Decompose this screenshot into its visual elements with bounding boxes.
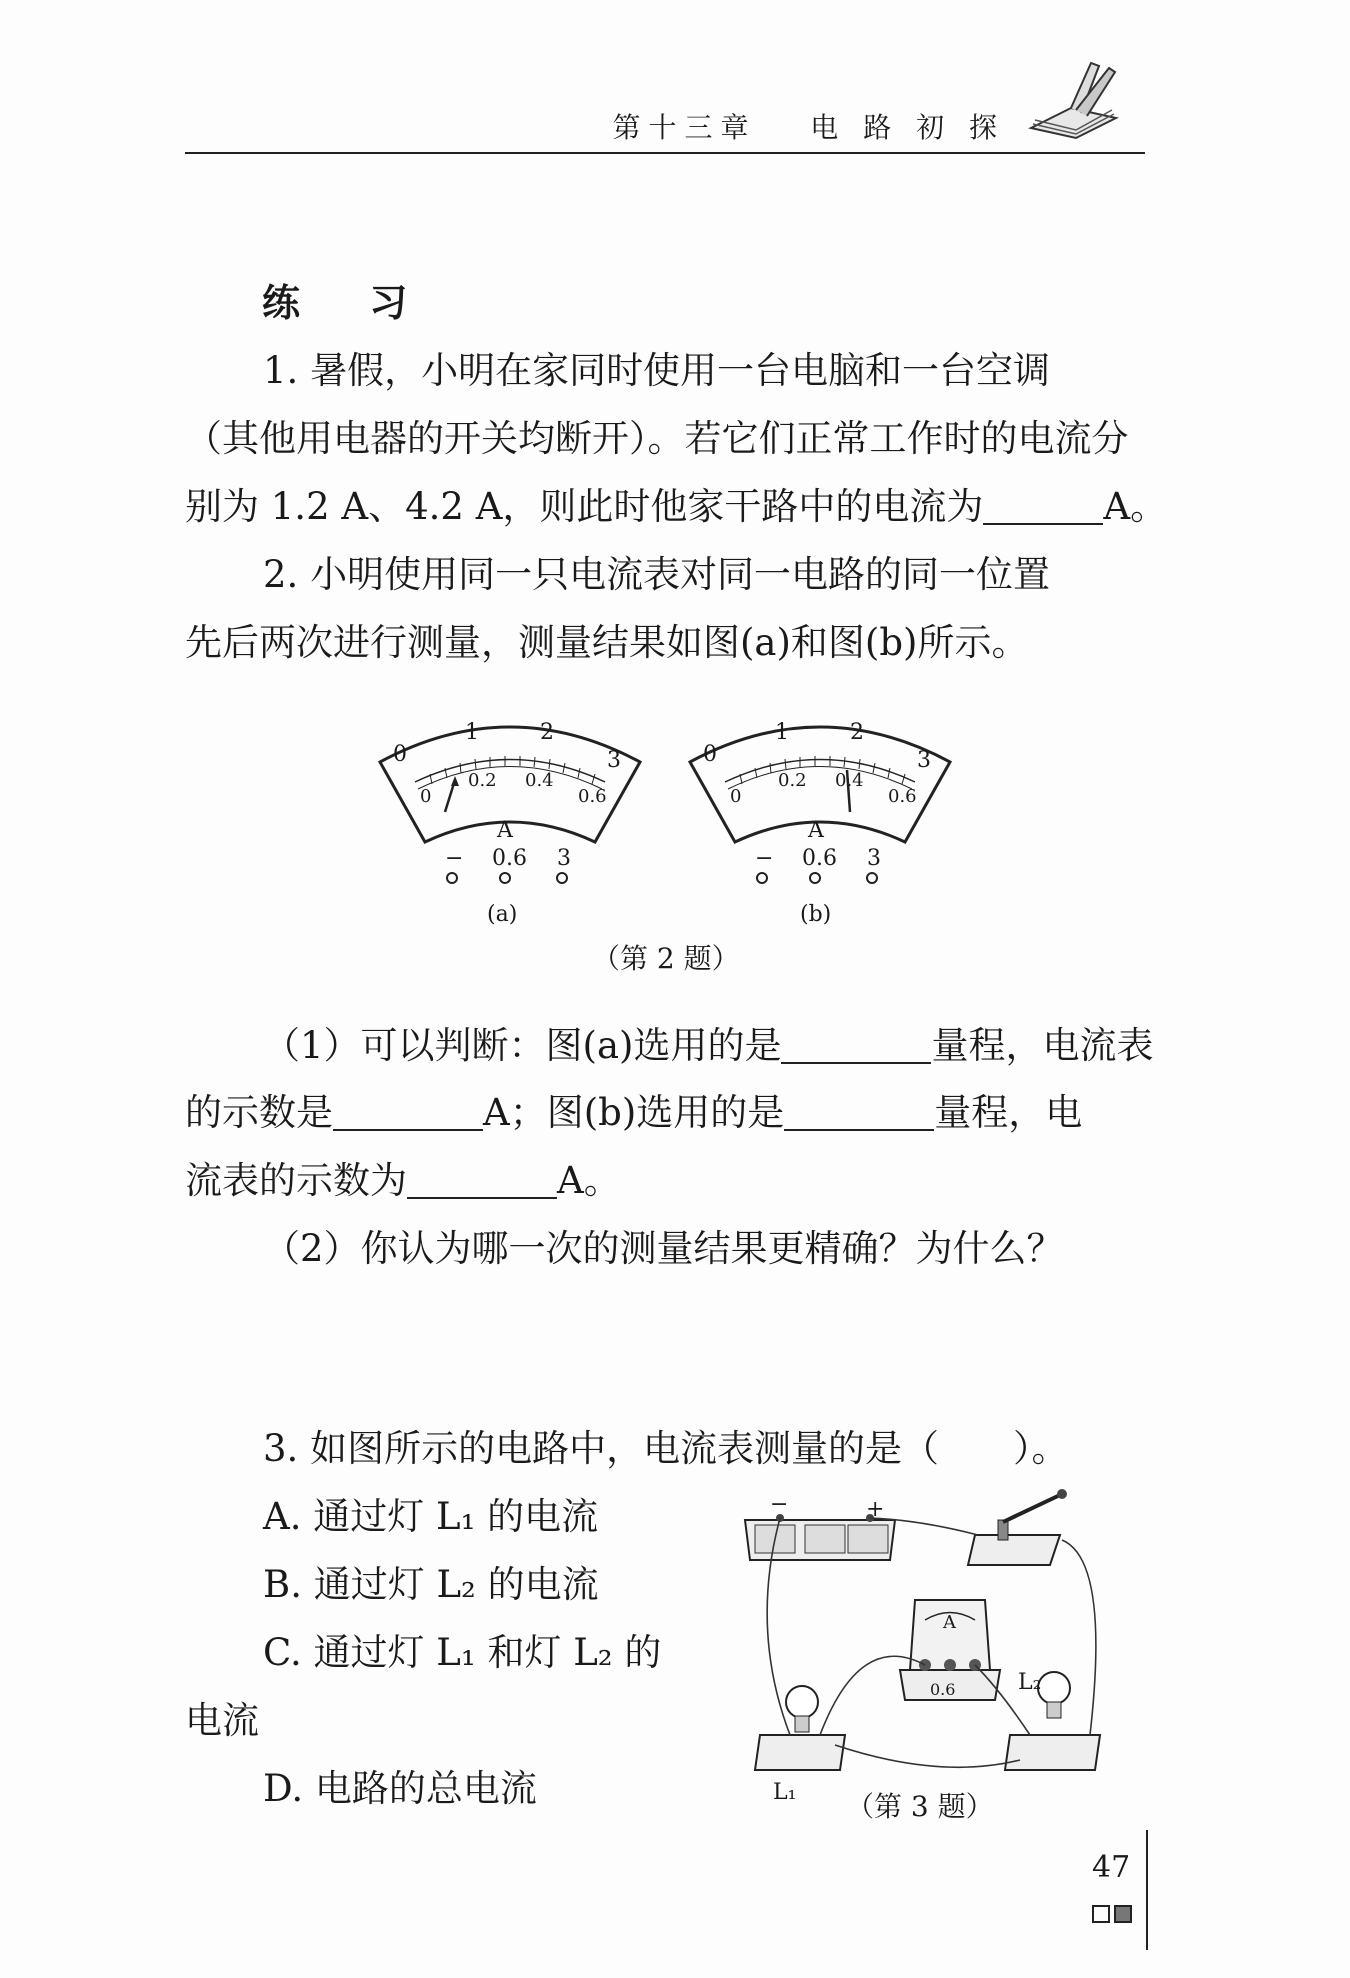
q3-option-b: B. 通过灯 L₂ 的电流 — [263, 1563, 599, 1606]
q2-sub1-line1 — [263, 1015, 1153, 1069]
q3-stem: 3. 如图所示的电路中，电流表测量的是（ ）。 — [263, 1427, 1069, 1470]
scale-b-1: 1 — [775, 720, 789, 745]
q2-sub1-line2 — [185, 1082, 1082, 1136]
lamp-l1-label: L₁ — [773, 1780, 797, 1805]
section-title: 练 习 — [262, 281, 436, 325]
q1-line2: （其他用电器的开关均断开）。若它们正常工作时的电流分 — [185, 417, 1129, 460]
ammeter-range-label: 0.6 — [930, 1680, 956, 1699]
label-b: (b) — [800, 902, 832, 927]
q1-line3 — [185, 476, 1167, 530]
circuit-figure — [740, 1480, 1140, 1810]
scale-b-lower-04: 0.4 — [835, 770, 864, 791]
answer-blank[interactable] — [781, 1028, 931, 1064]
q3-option-d: D. 电路的总电流 — [263, 1767, 537, 1810]
terminal-a-06: 0.6 — [492, 846, 527, 871]
scale-b-lower-06: 0.6 — [888, 786, 917, 807]
answer-blank[interactable] — [333, 1095, 483, 1131]
q3-option-c: C. 通过灯 L₁ 和灯 L₂ 的 — [263, 1631, 662, 1674]
ammeter-label: A — [943, 1612, 956, 1633]
scale-a-2: 2 — [540, 720, 554, 745]
open-book-icon — [1021, 58, 1121, 148]
chapter-title — [612, 106, 1005, 146]
scale-a-lower-02: 0.2 — [468, 770, 497, 791]
answer-blank[interactable] — [983, 489, 1103, 525]
scale-b-0: 0 — [703, 742, 717, 767]
lamp-l2-label: L₂ — [1018, 1670, 1042, 1695]
scale-a-0: 0 — [393, 742, 407, 767]
terminal-posts-a — [440, 868, 580, 888]
scale-b-3: 3 — [917, 748, 931, 773]
scale-a-lower-06: 0.6 — [578, 786, 607, 807]
scale-b-2: 2 — [850, 720, 864, 745]
terminal-a-3: 3 — [557, 846, 571, 871]
q2-sub1-text-g: A。 — [557, 1159, 621, 1202]
q1-unit: A。 — [1103, 485, 1168, 528]
scale-a-lower-04: 0.4 — [525, 770, 554, 791]
square-filled-icon — [1114, 1905, 1132, 1923]
q2-sub1-line3 — [185, 1150, 621, 1204]
q2-line1: 2. 小明使用同一只电流表对同一电路的同一位置 — [263, 553, 1051, 596]
q2-sub1-text-f: 流表的示数为 — [185, 1159, 407, 1202]
running-header — [185, 100, 1145, 154]
terminal-b-06: 0.6 — [802, 846, 837, 871]
label-a: (a) — [487, 902, 518, 927]
q2-sub2: （2）你认为哪一次的测量结果更精确？为什么？ — [263, 1227, 1064, 1270]
q1-line1: 1. 暑假，小明在家同时使用一台电脑和一台空调 — [263, 349, 1051, 392]
scale-b-lower-02: 0.2 — [778, 770, 807, 791]
q3-option-c-cont: 电流 — [185, 1699, 259, 1742]
unit-a: A — [497, 818, 513, 843]
terminal-posts-b — [750, 868, 890, 888]
chapter-number: 第十三章 — [612, 111, 757, 144]
lamp-l1-icon — [755, 1686, 845, 1770]
figure-3-caption: （第 3 题） — [846, 1790, 994, 1823]
q2-sub1-text-b: 量程，电流表 — [931, 1024, 1154, 1067]
q2-sub1-text-e: 量程，电 — [934, 1091, 1083, 1134]
switch-icon — [968, 1489, 1067, 1565]
answer-blank[interactable] — [784, 1095, 934, 1131]
scale-b-lower-0: 0 — [730, 786, 742, 807]
q2-sub1-text-a: （1）可以判断：图(a)选用的是 — [263, 1024, 782, 1067]
square-outline-icon — [1092, 1905, 1110, 1923]
q2-sub1-text-c: 的示数是 — [185, 1091, 333, 1134]
scale-a-3: 3 — [607, 748, 621, 773]
scale-a-1: 1 — [465, 720, 479, 745]
terminal-b-minus: − — [755, 846, 774, 871]
page-number: 47 — [1092, 1850, 1131, 1885]
unit-b: A — [808, 818, 824, 843]
battery-minus-label: − — [770, 1492, 789, 1517]
figure-2-caption: （第 2 题） — [592, 942, 740, 975]
q2-line2: 先后两次进行测量，测量结果如图(a)和图(b)所示。 — [185, 621, 1029, 664]
terminal-b-3: 3 — [867, 846, 881, 871]
q1-line3-text: 别为 1.2 A、4.2 A，则此时他家干路中的电流为 — [185, 485, 984, 528]
chapter-name: 电 路 初 探 — [810, 111, 1005, 144]
margin-rule — [1146, 1830, 1148, 1950]
q3-option-a: A. 通过灯 L₁ 的电流 — [263, 1495, 599, 1538]
answer-blank[interactable] — [407, 1163, 557, 1199]
terminal-a-minus: − — [445, 846, 464, 871]
battery-plus-label: + — [866, 1497, 885, 1522]
scale-a-lower-0: 0 — [420, 786, 432, 807]
q2-sub1-text-d: A；图(b)选用的是 — [483, 1091, 785, 1134]
